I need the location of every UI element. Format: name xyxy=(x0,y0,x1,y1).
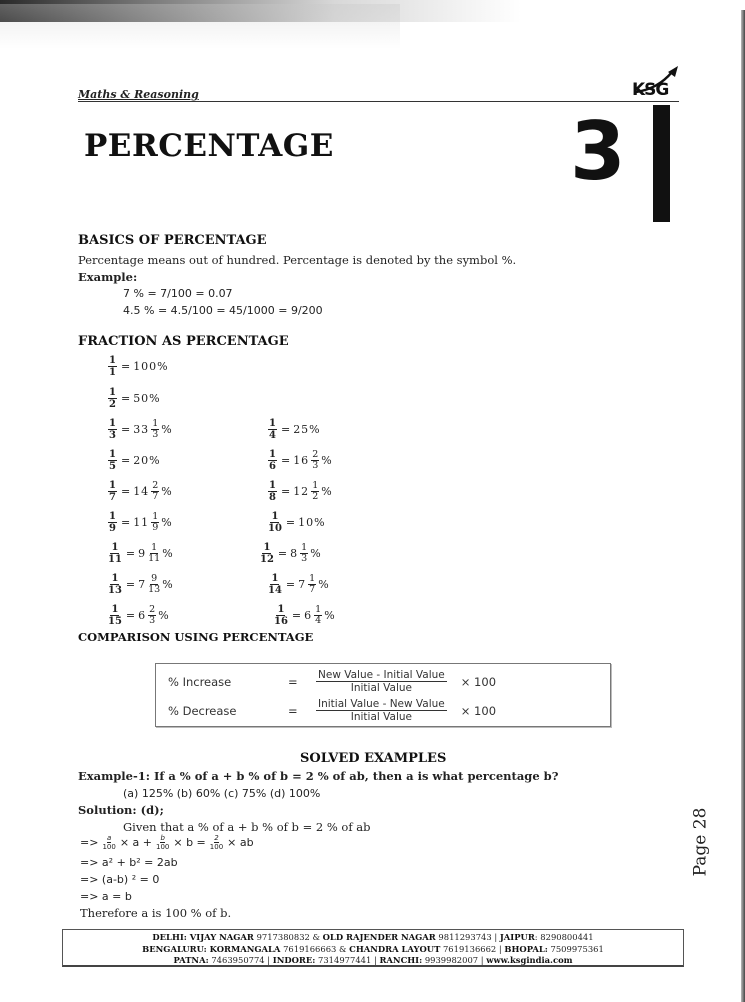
percentage-fraction xyxy=(148,543,160,564)
fraction-denominator: 5 xyxy=(109,461,116,472)
frac-denominator: 100 xyxy=(155,843,170,851)
fraction xyxy=(108,449,117,472)
percentage-whole: 100% xyxy=(133,360,169,373)
solution-step-1 xyxy=(80,834,254,851)
footer-value: 9717380832 & xyxy=(253,932,323,942)
fraction-numerator: 1 xyxy=(271,511,279,522)
footer-value: 7314977441 | xyxy=(315,955,380,965)
equals-sign: = xyxy=(285,578,296,591)
fraction xyxy=(108,480,117,503)
percent-sign: % xyxy=(161,516,172,529)
fraction-numerator: 1 xyxy=(271,573,279,584)
fraction-denominator: 11 xyxy=(148,553,161,564)
footer-value: 9939982007 | xyxy=(422,955,487,965)
percent-sign: % xyxy=(161,423,172,436)
percentage-fraction xyxy=(151,512,159,533)
fraction xyxy=(268,449,277,472)
fraction-denominator: 3 xyxy=(301,553,308,564)
step1-term-1: × a + xyxy=(119,836,152,849)
basics-example-1: 7 % = 7/100 = 0.07 xyxy=(123,287,233,300)
footer-value: 7463950774 | xyxy=(208,955,273,965)
step1-prefix: => xyxy=(80,836,99,849)
percent-sign: % xyxy=(161,485,172,498)
fraction-denominator: 9 xyxy=(109,523,116,534)
percent-sign: % xyxy=(158,609,169,622)
percent-sign: % xyxy=(162,547,173,560)
frac-numerator: 2 xyxy=(214,834,219,842)
percentage-fraction xyxy=(311,450,319,471)
equals-sign: = xyxy=(120,516,131,529)
equals-sign: = xyxy=(125,578,136,591)
frac-numerator: b xyxy=(160,834,165,842)
fraction-denominator: 12 xyxy=(260,554,274,565)
decrease-label: % Decrease xyxy=(168,703,237,718)
footer-label: www.ksgindia.com xyxy=(486,955,573,965)
fraction-denominator: 4 xyxy=(315,615,322,626)
footer-label: INDORE: xyxy=(272,955,316,965)
scan-shadow-right xyxy=(741,10,745,1002)
fraction-numerator: 1 xyxy=(312,480,319,491)
decrease-fraction xyxy=(316,698,447,723)
footer-label: OLD RAJENDER NAGAR xyxy=(322,932,436,942)
fraction-denominator: 16 xyxy=(274,616,288,627)
fraction-entry xyxy=(106,480,172,503)
percent-sign: % xyxy=(310,547,321,560)
equals-sign: = xyxy=(291,609,302,622)
percentage-whole: 33 xyxy=(133,423,150,436)
percentage-whole: 9 xyxy=(138,547,147,560)
fraction xyxy=(268,511,282,534)
fraction-numerator: 1 xyxy=(152,511,159,522)
fraction-numerator: 1 xyxy=(109,480,116,491)
frac-denominator: 100 xyxy=(209,843,224,851)
footer-line-3 xyxy=(63,955,683,967)
footer-label: RANCHI: xyxy=(379,955,423,965)
fraction xyxy=(108,542,122,565)
percentage-whole: 6 xyxy=(138,609,147,622)
fraction-entry xyxy=(106,573,173,596)
fraction-denominator: 8 xyxy=(269,492,276,503)
footer-value: 7619136662 | xyxy=(440,943,505,954)
frac-numerator: a xyxy=(106,834,112,842)
fraction-entry xyxy=(106,511,172,534)
percentage-whole: 14 xyxy=(133,485,150,498)
fraction-numerator: 1 xyxy=(263,542,271,553)
equals-sign: = xyxy=(120,360,131,373)
step1-frac-2 xyxy=(156,834,169,851)
fraction-entry xyxy=(266,480,332,503)
fraction-denominator: 6 xyxy=(269,461,276,472)
fraction-denominator: 15 xyxy=(108,616,122,627)
solution-label: Solution: (d); xyxy=(78,803,164,817)
equals-sign: = xyxy=(277,547,288,560)
chapter-bar xyxy=(653,105,670,222)
step1-term-3: × ab xyxy=(227,836,254,849)
footer-label: PATNA: xyxy=(173,955,209,965)
fraction-entry xyxy=(258,542,321,565)
fraction-numerator: 1 xyxy=(309,573,316,584)
fraction-numerator: 1 xyxy=(109,511,116,522)
percentage-whole: 7 xyxy=(298,578,307,591)
fraction-entry xyxy=(106,387,161,410)
footer-label: JAIPUR xyxy=(499,932,535,942)
example1-question: Example-1: If a % of a + b % of b = 2 % of ab, then a is what percentage b? xyxy=(78,769,559,783)
fraction xyxy=(108,387,117,410)
percentage-whole: 25% xyxy=(293,423,321,436)
scan-shadow-top-left xyxy=(0,4,400,49)
decrease-multiplier: × 100 xyxy=(460,703,497,718)
percentage-whole: 7 xyxy=(138,578,147,591)
basics-example-2: 4.5 % = 4.5/100 = 45/1000 = 9/200 xyxy=(123,304,323,317)
fraction-numerator: 1 xyxy=(109,355,116,366)
footer-line-1 xyxy=(63,932,683,944)
increase-label: % Increase xyxy=(168,674,232,689)
fraction-entry xyxy=(106,542,173,565)
footer-label: CHANDRA LAYOUT xyxy=(349,943,441,954)
percentage-whole: 12 xyxy=(293,485,310,498)
fraction xyxy=(268,480,277,503)
fraction-denominator: 3 xyxy=(312,460,319,471)
percentage-whole: 11 xyxy=(133,516,150,529)
example-label: Example: xyxy=(78,270,138,284)
percentage-whole: 20% xyxy=(133,454,161,467)
fraction-entry xyxy=(106,355,169,378)
fraction-entry xyxy=(106,418,172,441)
solution-step-4: => a = b xyxy=(80,890,132,903)
fraction-denominator: 1 xyxy=(109,367,116,378)
fraction-denominator: 11 xyxy=(108,554,122,565)
percent-sign: % xyxy=(162,578,173,591)
increase-eq: = xyxy=(288,674,298,689)
percentage-fraction xyxy=(300,543,308,564)
fraction xyxy=(108,604,122,627)
page-number: Page 28 xyxy=(690,807,711,877)
example1-options: (a) 125% (b) 60% (c) 75% (d) 100% xyxy=(123,787,321,800)
fraction-numerator: 1 xyxy=(111,573,119,584)
fraction-numerator: 1 xyxy=(277,604,285,615)
logo-text: KSG xyxy=(632,80,669,100)
fraction-denominator: 10 xyxy=(268,523,282,534)
fraction-numerator: 1 xyxy=(301,542,308,553)
fraction xyxy=(108,355,117,378)
fraction xyxy=(268,573,282,596)
fraction-numerator: 1 xyxy=(269,449,276,460)
equals-sign: = xyxy=(285,516,296,529)
fraction-numerator: 1 xyxy=(109,387,116,398)
percent-sign: % xyxy=(324,609,335,622)
fraction-entry xyxy=(272,604,335,627)
fraction-numerator: 2 xyxy=(149,604,156,615)
fraction xyxy=(108,573,122,596)
decrease-formula xyxy=(168,698,496,723)
fraction-numerator: 1 xyxy=(152,418,159,429)
header-rule xyxy=(78,101,679,102)
step1-term-2: × b = xyxy=(173,836,206,849)
solution-given: Given that a % of a + b % of b = 2 % of ab xyxy=(123,820,371,834)
chapter-title: PERCENTAGE xyxy=(84,128,334,164)
percent-sign: % xyxy=(321,485,332,498)
fraction-denominator: 3 xyxy=(109,430,116,441)
footer-value: 7509975361 xyxy=(547,943,604,954)
equals-sign: = xyxy=(120,392,131,405)
increase-formula xyxy=(168,669,496,694)
fraction-denominator: 4 xyxy=(269,430,276,441)
percent-sign: % xyxy=(318,578,329,591)
percentage-whole: 16 xyxy=(293,454,310,467)
equals-sign: = xyxy=(125,547,136,560)
decrease-denominator: Initial Value xyxy=(350,711,412,723)
fraction-numerator: 1 xyxy=(109,418,116,429)
percentage-fraction xyxy=(151,419,159,440)
equals-sign: = xyxy=(120,423,131,436)
increase-numerator: New Value - Initial Value xyxy=(318,669,445,681)
fraction-entry xyxy=(106,449,161,472)
fraction xyxy=(268,418,277,441)
equals-sign: = xyxy=(120,485,131,498)
percentage-fraction xyxy=(314,605,322,626)
footer-contacts xyxy=(62,929,684,967)
decrease-numerator: Initial Value - New Value xyxy=(318,698,445,710)
equals-sign: = xyxy=(280,485,291,498)
fraction-denominator: 9 xyxy=(152,522,159,533)
footer-value: : 8290800441 xyxy=(534,932,594,942)
fraction-entry xyxy=(266,449,332,472)
fraction-numerator: 1 xyxy=(315,604,322,615)
chapter-number: 3 xyxy=(570,105,626,198)
step1-frac-3 xyxy=(210,834,223,851)
equals-sign: = xyxy=(120,454,131,467)
fraction-denominator: 13 xyxy=(108,585,122,596)
fraction-numerator: 1 xyxy=(109,449,116,460)
fraction xyxy=(274,604,288,627)
basics-text: Percentage means out of hundred. Percentage is denoted by the symbol %. xyxy=(78,253,517,267)
fraction xyxy=(260,542,274,565)
percentage-whole: 6 xyxy=(304,609,313,622)
fractions-heading: FRACTION AS PERCENTAGE xyxy=(78,334,289,349)
percentage-fraction xyxy=(308,574,316,595)
fraction-entry xyxy=(266,573,329,596)
solved-heading: SOLVED EXAMPLES xyxy=(300,751,447,766)
equals-sign: = xyxy=(125,609,136,622)
percentage-whole: 8 xyxy=(290,547,299,560)
percentage-whole: 10% xyxy=(298,516,326,529)
fraction-denominator: 2 xyxy=(109,399,116,410)
fraction-numerator: 1 xyxy=(111,542,119,553)
footer-value: 7619166663 & xyxy=(280,943,350,954)
fraction-denominator: 7 xyxy=(109,492,116,503)
footer-line-2 xyxy=(63,944,683,956)
frac-denominator: 100 xyxy=(102,843,116,851)
formula-box xyxy=(155,663,611,727)
header-subject: Maths & Reasoning xyxy=(78,88,199,101)
fraction-denominator: 2 xyxy=(312,491,319,502)
fraction-denominator: 3 xyxy=(152,429,159,440)
fraction-denominator: 7 xyxy=(152,491,159,502)
fraction-numerator: 9 xyxy=(151,573,158,584)
fraction-numerator: 1 xyxy=(111,604,119,615)
fraction-entry xyxy=(266,418,321,441)
fraction-entry xyxy=(266,511,326,534)
percentage-fraction xyxy=(151,481,159,502)
basics-heading: BASICS OF PERCENTAGE xyxy=(78,233,267,248)
fraction-numerator: 1 xyxy=(269,418,276,429)
solution-conclusion: Therefore a is 100 % of b. xyxy=(80,906,232,920)
fraction-denominator: 13 xyxy=(148,584,161,595)
increase-multiplier: × 100 xyxy=(460,674,497,689)
fraction-numerator: 1 xyxy=(269,480,276,491)
fraction xyxy=(108,511,117,534)
fraction-numerator: 2 xyxy=(312,449,319,460)
solution-step-3: => (a-b) ² = 0 xyxy=(80,873,160,886)
fraction-denominator: 7 xyxy=(309,584,316,595)
decrease-eq: = xyxy=(288,703,298,718)
percentage-fraction xyxy=(148,605,156,626)
percentage-fraction xyxy=(311,481,319,502)
equals-sign: = xyxy=(280,454,291,467)
footer-label: BHOPAL: xyxy=(504,943,548,954)
percentage-whole: 50% xyxy=(133,392,161,405)
fraction-denominator: 3 xyxy=(149,615,156,626)
percentage-fraction xyxy=(148,574,160,595)
percent-sign: % xyxy=(321,454,332,467)
fraction xyxy=(108,418,117,441)
fraction-denominator: 14 xyxy=(268,585,282,596)
fraction-numerator: 2 xyxy=(152,480,159,491)
increase-denominator: Initial Value xyxy=(350,682,412,694)
footer-value: 9811293743 | xyxy=(435,932,500,942)
fraction-entry xyxy=(106,604,169,627)
footer-label: DELHI: VIJAY NAGAR xyxy=(152,932,254,942)
increase-fraction xyxy=(316,669,447,694)
footer-label: BENGALURU: KORMANGALA xyxy=(142,943,281,954)
comparison-heading: COMPARISON USING PERCENTAGE xyxy=(78,630,314,644)
step1-frac-1 xyxy=(102,834,115,851)
fraction-numerator: 1 xyxy=(151,542,158,553)
solution-step-2: => a² + b² = 2ab xyxy=(80,856,178,869)
equals-sign: = xyxy=(280,423,291,436)
ksg-logo xyxy=(628,66,682,102)
